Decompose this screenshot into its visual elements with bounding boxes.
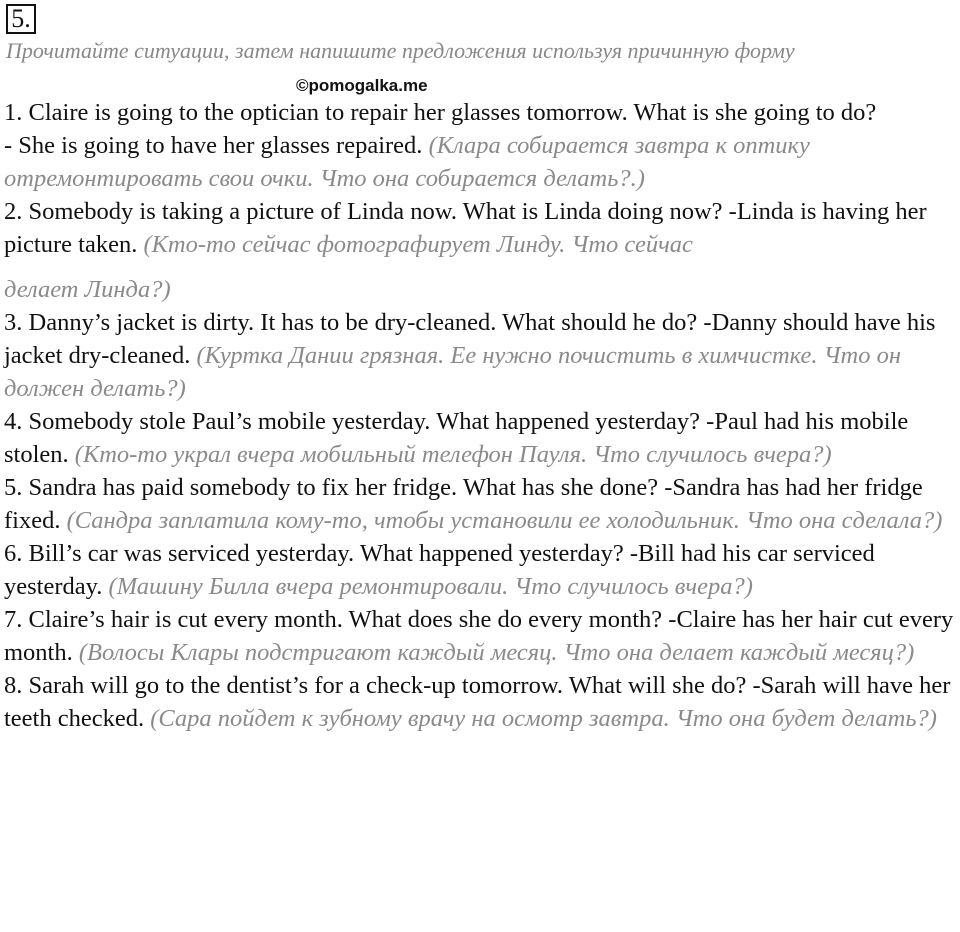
- item-translation: (Кто-то украл вчера мобильный телефон Пауля. Что случилось вчера?): [74, 441, 832, 468]
- item-sentence: 2. Somebody is taking a picture of Linda now. What is Linda doing now? -Linda is having her picture taken.: [4, 198, 927, 258]
- item-translation-continued: делает Линда?): [4, 276, 171, 303]
- exercise-item-4: [4, 405, 960, 471]
- exercise-item-5: [4, 471, 960, 537]
- exercise-item-6: [4, 537, 960, 603]
- exercise-item-8: [4, 669, 960, 735]
- item-translation: (Клара собирается завтра к оптику отремонтировать свои очки. Что она собирается делать?.): [4, 132, 810, 192]
- exercise-item-3: [4, 306, 960, 405]
- item-sentence: 4. Somebody stole Paul’s mobile yesterday. What happened yesterday? -Paul had his mobile stolen.: [4, 408, 909, 468]
- watermark: ©pomogalka.me: [296, 76, 428, 95]
- exercise-item-2: [4, 195, 960, 306]
- item-translation: (Кто-то сейчас фотографирует Линду. Что сейчас: [143, 231, 693, 258]
- item-translation: (Сара пойдет к зубному врачу на осмотр завтра. Что она будет делать?): [150, 705, 937, 732]
- item-sentence: 8. Sarah will go to the dentist’s for a check-up tomorrow. What will she do? -Sarah will have her teeth checked.: [4, 672, 951, 732]
- item-translation: (Куртка Дании грязная. Ее нужно почистить в химчистке. Что он должен делать?): [4, 342, 901, 402]
- instruction-text: Прочитайте ситуации, затем напишите предложения используя причинную форму: [6, 38, 795, 63]
- exercise-number: 5.: [6, 4, 36, 34]
- exercise-content: [4, 96, 960, 735]
- item-translation: (Волосы Клары подстригают каждый месяц. Что она делает каждый месяц?): [78, 639, 915, 666]
- exercise-item-1: [4, 96, 960, 195]
- item-translation: (Машину Билла вчера ремонтировали. Что случилось вчера?): [108, 573, 753, 600]
- item-sentence: 1. Claire is going to the optician to repair her glasses tomorrow. What is she going to do?: [4, 99, 877, 126]
- item-translation: (Сандра заплатила кому-то, чтобы установили ее холодильник. Что она сделала?): [66, 507, 943, 534]
- exercise-item-7: [4, 603, 960, 669]
- item-sentence: 7. Claire’s hair is cut every month. What does she do every month? -Claire has her hair cut every month.: [4, 606, 954, 666]
- item-sentence: 6. Bill’s car was serviced yesterday. What happened yesterday? -Bill had his car serviced yesterday.: [4, 540, 875, 600]
- item-sentence: 3. Danny’s jacket is dirty. It has to be dry-cleaned. What should he do? -Danny should have his jacket dry-cleaned.: [4, 309, 936, 369]
- item-sentence: 5. Sandra has paid somebody to fix her fridge. What has she done? -Sandra has had her fridge fixed.: [4, 474, 923, 534]
- item-answer: - She is going to have her glasses repaired.: [4, 132, 423, 159]
